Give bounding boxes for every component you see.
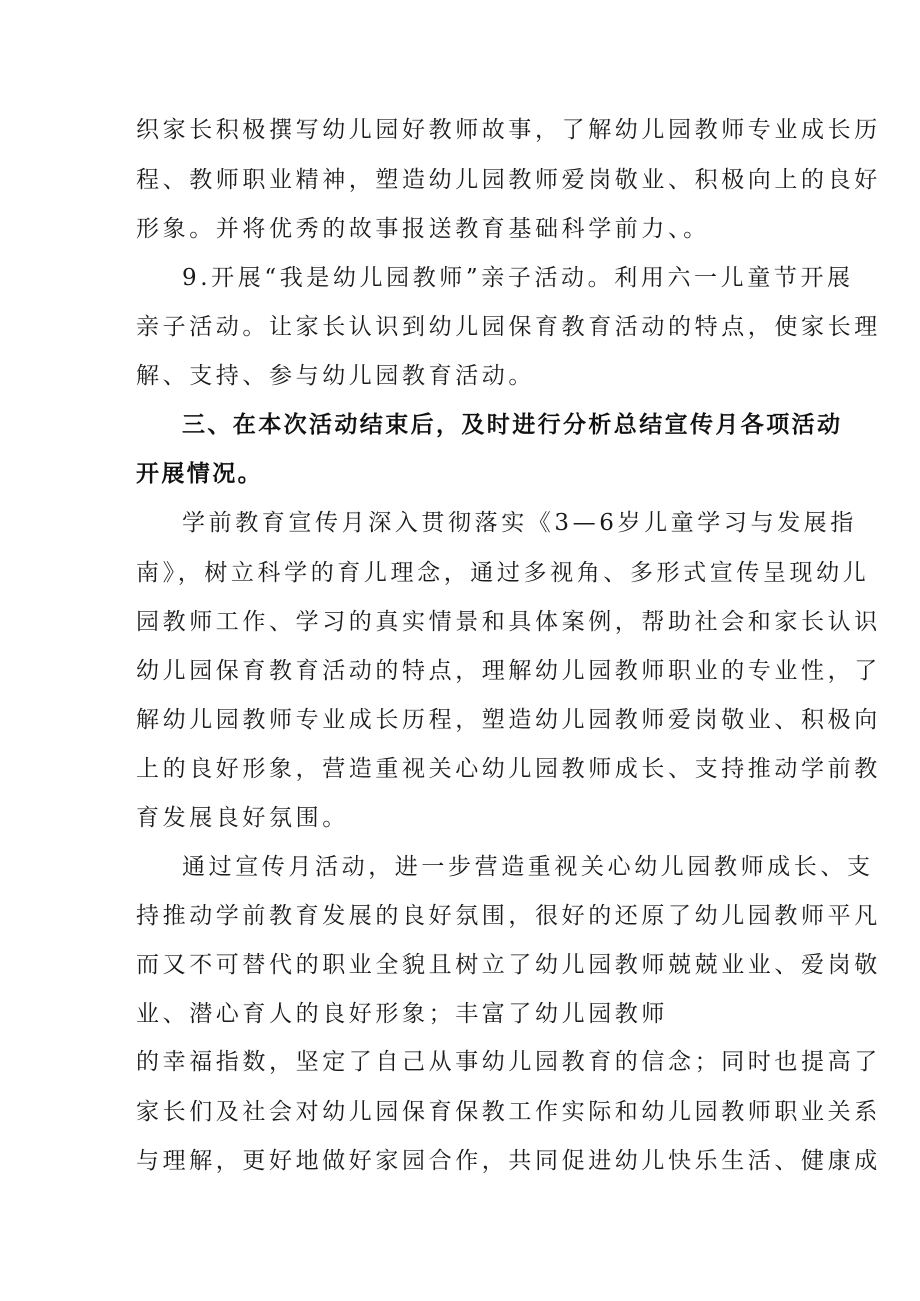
paragraph-line: 而又不可替代的职业全貌且树立了幼儿园教师兢兢业业、爱岗敬	[136, 952, 881, 978]
paragraph-line: 南》，树立科学的育儿理念，通过多视角、多形式宣传呈现幼儿	[136, 560, 870, 586]
paragraph-line: 家长们及社会对幼儿园保育保教工作实际和幼儿园教师职业关系	[136, 1099, 881, 1125]
paragraph-line: 解、支持、参与幼儿园教育活动。	[136, 363, 535, 389]
paragraph-line: 幼儿园保育教育活动的特点，理解幼儿园教师职业的专业性，了	[136, 658, 881, 684]
paragraph-line: 园教师工作、学习的真实情景和具体案例，帮助社会和家长认识	[136, 609, 881, 635]
paragraph-line: 解幼儿园教师专业成长历程，塑造幼儿园教师爱岗敬业、积极向	[136, 707, 881, 733]
paragraph-line: 形象。并将优秀的故事报送教育基础科学前力、。	[136, 216, 710, 242]
paragraph-line: 的幸福指数，坚定了自己从事幼儿园教育的信念；同时也提高了	[136, 1049, 881, 1075]
paragraph-line: 与理解，更好地做好家园合作，共同促进幼儿快乐生活、健康成	[136, 1148, 881, 1174]
paragraph-line: 育发展良好氛围。	[136, 805, 349, 831]
paragraph-line: 业、潜心育人的良好形象；丰富了幼儿园教师	[136, 1001, 668, 1027]
paragraph-line: 程、教师职业精神，塑造幼儿园教师爱岗敬业、积极向上的良好	[136, 167, 881, 193]
paragraph-line: 持推动学前教育发展的良好氛围，很好的还原了幼儿园教师平凡	[136, 903, 881, 929]
section-heading: 三、在本次活动结束后，及时进行分析总结宣传月各项活动	[182, 412, 843, 438]
paragraph-line: 通过宣传月活动，进一步营造重视关心幼儿园教师成长、支	[182, 854, 874, 880]
section-heading: 开展情况。	[136, 461, 263, 487]
paragraph-line: 亲子活动。让家长认识到幼儿园保育教育活动的特点，使家长理	[136, 314, 881, 340]
paragraph-line: 9.开展“我是幼儿园教师”亲子活动。利用六一儿童节开展	[182, 265, 854, 291]
paragraph-line: 织家长积极撰写幼儿园好教师故事，了解幼儿园教师专业成长历	[136, 117, 881, 143]
paragraph-line: 学前教育宣传月深入贯彻落实《3—6岁儿童学习与发展指	[182, 510, 857, 536]
paragraph-line: 上的良好形象，营造重视关心幼儿园教师成长、支持推动学前教	[136, 756, 881, 782]
